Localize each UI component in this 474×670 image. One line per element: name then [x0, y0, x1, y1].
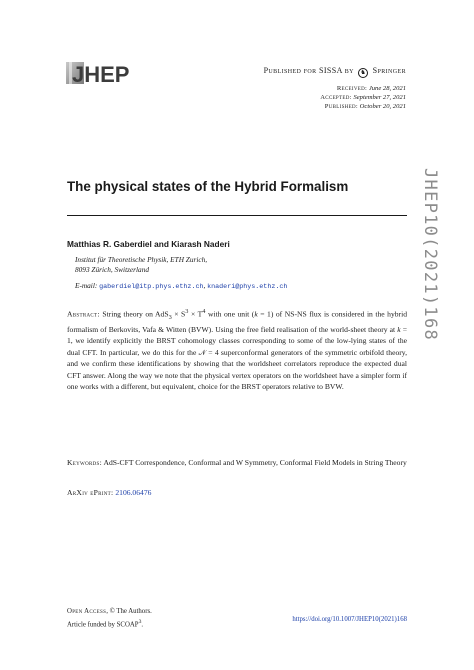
- email-line: [75, 281, 287, 291]
- email-link-1[interactable]: gaberdiel@itp.phys.ethz.ch: [99, 283, 204, 291]
- email-label: E-mail:: [75, 281, 98, 290]
- authors: Matthias R. Gaberdiel and Kiarash Naderi: [67, 239, 230, 249]
- email-separator: ,: [203, 281, 206, 290]
- arxiv-label: ArXiv ePrint:: [67, 488, 114, 497]
- affiliation-line-2: 8093 Zürich, Switzerland: [75, 265, 149, 274]
- keywords-label: Keywords:: [67, 458, 103, 467]
- open-access-line: Open Access, © The Authors.: [67, 608, 152, 615]
- email-link-2[interactable]: knaderi@phys.ethz.ch: [207, 283, 288, 291]
- side-stamp-text: JHEP10(2021)168: [420, 168, 440, 342]
- paper-title: The physical states of the Hybrid Formalism: [67, 179, 349, 194]
- doi-link[interactable]: https://doi.org/10.1007/JHEP10(2021)168: [292, 616, 407, 623]
- side-stamp: [418, 168, 452, 342]
- title-rule: [67, 215, 407, 216]
- footer-left: [67, 607, 152, 630]
- abstract: Abstract: String theory on $AdS_3 \times S^3 \times T^4$ with one unit (k = 1) of NS-NS flux is considered in the hybrid formalism of Berkovits, Vafa & Witten (BVW). Using the free field realisation of the world-sheet theory at k = 1, we identify explicitly the BRST cohomology classes corresponding to some of the low-lying states of the dual CFT. In particular, we do this for the 𝒩 = 4 superconformal generators of the symmetric orbifold theory, and we confirm these identifications by showing that the worldsheet correlators reproduce the expected dual CFT answer. Along the way we note that the physical vertex operators on the worldsheet have a simpler form if one works with a different, but equivalent, choice for the BRST operators relative to BVW.: [67, 308, 407, 392]
- keywords-text: AdS-CFT Correspondence, Conformal and W Symmetry, Conformal Field Models in String Theory: [103, 458, 407, 467]
- abstract-label: Abstract:: [67, 309, 100, 319]
- received-date: Received: June 28, 2021: [336, 85, 406, 92]
- publisher-prefix: Published for SISSA by: [263, 66, 354, 75]
- published-date: Published: October 20, 2021: [324, 103, 406, 110]
- springer-horse-icon: ♞: [358, 68, 368, 78]
- arxiv-eprint: [67, 488, 151, 497]
- publication-dates: [320, 84, 406, 111]
- funding-line: Article funded by SCOAP$^3$.: [67, 619, 144, 629]
- affiliation: [75, 255, 207, 275]
- jhep-logo-icon: [66, 60, 130, 86]
- affiliation-line-1: Institut für Theoretische Physik, ETH Zurich,: [75, 255, 208, 264]
- publisher-line: [264, 66, 406, 78]
- publisher-springer: Springer: [372, 66, 406, 75]
- accepted-date: Accepted: September 27, 2021: [320, 94, 406, 101]
- keywords: [67, 457, 407, 469]
- logo-text: JHEP: [72, 62, 130, 86]
- arxiv-link[interactable]: 2106.06476: [115, 488, 152, 497]
